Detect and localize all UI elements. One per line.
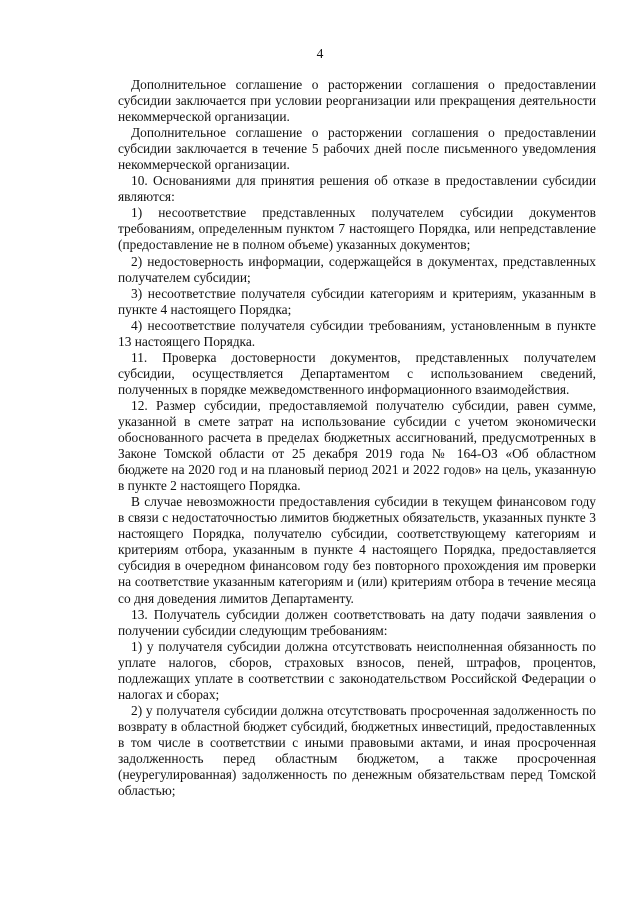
paragraph-item-13: 13. Получатель субсидии должен соответствовать на дату подачи заявления о получении субсидии следующим требованиям:: [118, 606, 596, 638]
paragraph-item-10: 10. Основаниями для принятия решения об отказе в предоставлении субсидии являются:: [118, 173, 596, 205]
page-number: 4: [316, 46, 324, 61]
paragraph-insufficient-limits: В случае невозможности предоставления субсидии в текущем финансовом году в связи с недостаточностью лимитов бюджетных обязательств, указанных пункте 3 настоящего Порядка, получателю субсидии, соответствующему категориям и критериям отбора, указанным в пункте 4 настоящего Порядка, предоставляется субсидия в очередном финансовом году без повторного прохождения им проверки на соответствие указанным категориям и (или) критериям отбора в течение месяца со дня доведения лимитов Департаменту.: [118, 494, 596, 606]
paragraph-agreement-reorganization: Дополнительное соглашение о расторжении соглашения о предоставлении субсидии заключается при условии реорганизации или прекращения деятельности некоммерческой организации.: [118, 77, 596, 125]
paragraph-item-13-2: 2) у получателя субсидии должна отсутствовать просроченная задолженность по возврату в областной бюджет субсидий, бюджетных инвестиций, предоставленных в том числе в соответствии с иными правовыми актами, и иная просроченная задолженность перед областным бюджетом, а также просроченная (неурегулированная) задолженность по денежным обязательствам перед Томской областью;: [118, 702, 596, 799]
paragraph-item-10-3: 3) несоответствие получателя субсидии категориям и критериям, указанным в пункте 4 настоящего Порядка;: [118, 285, 596, 317]
paragraph-item-10-1: 1) несоответствие представленных получателем субсидии документов требованиям, определенным пунктом 7 настоящего Порядка, или непредставление (предоставление не в полном объеме) указанных документов;: [118, 205, 596, 253]
paragraph-item-11: 11. Проверка достоверности документов, представленных получателем субсидии, осуществляется Департаментом с использованием сведений, полученных в порядке межведомственного информационного взаимодействия.: [118, 349, 596, 397]
paragraph-item-10-2: 2) недостоверность информации, содержащейся в документах, представленных получателем субсидии;: [118, 253, 596, 285]
paragraph-item-12: 12. Размер субсидии, предоставляемой получателю субсидии, равен сумме, указанной в смете затрат на использование субсидии с учетом экономически обоснованного расчета в пределах бюджетных ассигнований, предусмотренных в Законе Томской области от 25 декабря 2019 года № 164-ОЗ «Об областном бюджете на 2020 год и на плановый период 2021 и 2022 годов» на цель, указанную в пункте 2 настоящего Порядка.: [118, 397, 596, 494]
paragraph-agreement-deadline: Дополнительное соглашение о расторжении соглашения о предоставлении субсидии заключается в течение 5 рабочих дней после письменного уведомления некоммерческой организации.: [118, 125, 596, 173]
paragraph-item-10-4: 4) несоответствие получателя субсидии требованиям, установленным в пункте 13 настоящего Порядка.: [118, 317, 596, 349]
paragraph-item-13-1: 1) у получателя субсидии должна отсутствовать неисполненная обязанность по уплате налогов, сборов, страховых взносов, пеней, штрафов, процентов, подлежащих уплате в соответствии с законодательством Российской Федерации о налогах и сборах;: [118, 638, 596, 702]
document-body: [118, 77, 596, 799]
